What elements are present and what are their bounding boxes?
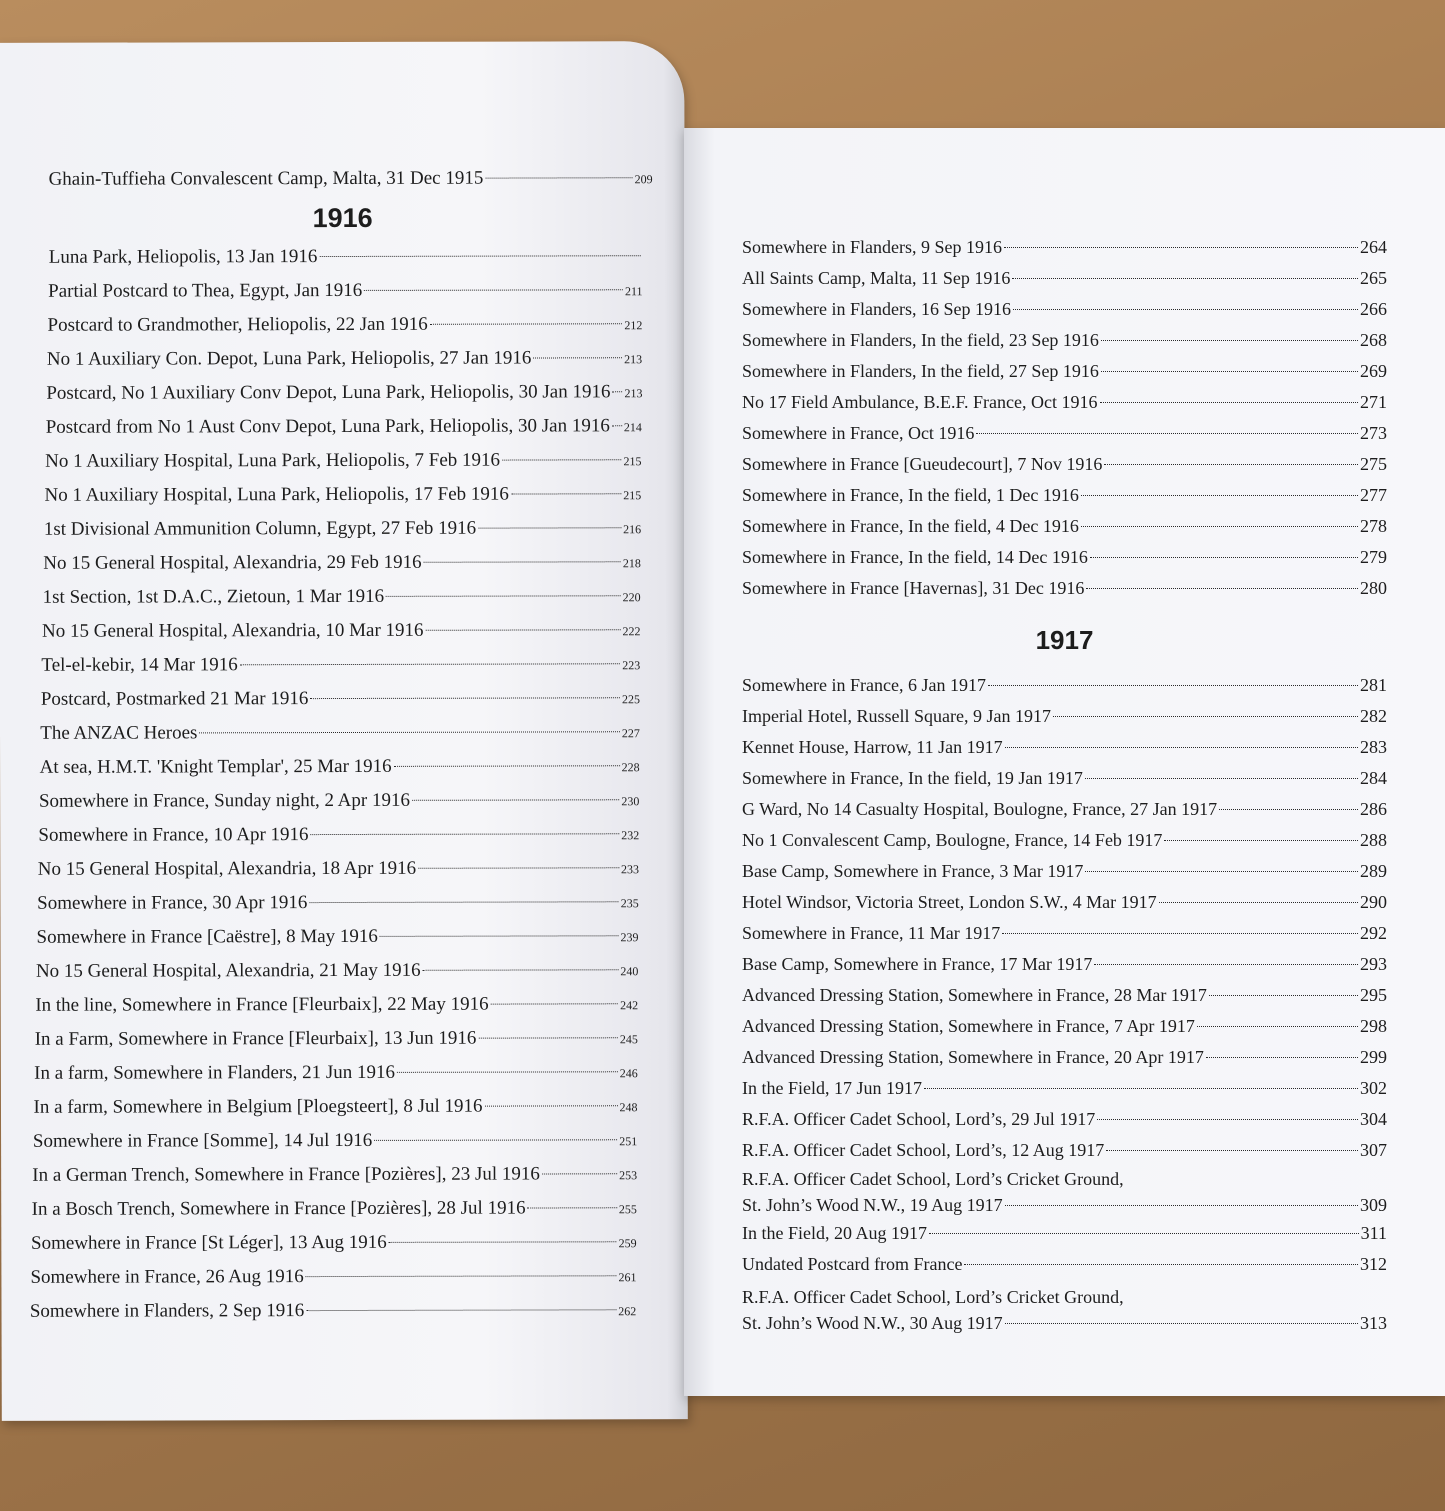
entry-title: Tel-el-kebir, 14 Mar 1916 bbox=[41, 654, 238, 676]
entry-page: 284 bbox=[1360, 768, 1387, 788]
entry-page: 211 bbox=[624, 284, 643, 299]
entry-title: Somewhere in France, In the field, 19 Jan 1917 bbox=[742, 768, 1083, 788]
dot-leader bbox=[1101, 340, 1358, 341]
entry-page: 290 bbox=[1360, 892, 1387, 912]
dot-leader bbox=[386, 595, 621, 597]
entry-title: Postcard, Postmarked 21 Mar 1916 bbox=[40, 688, 309, 710]
toc-entry bbox=[742, 949, 1387, 980]
entry-page: 281 bbox=[1360, 675, 1387, 695]
entry-page: 223 bbox=[622, 658, 641, 673]
toc-entry bbox=[39, 783, 639, 819]
dot-leader bbox=[1209, 995, 1358, 996]
dot-leader bbox=[1005, 1323, 1358, 1324]
entry-page: 212 bbox=[624, 318, 643, 333]
toc-entry bbox=[44, 477, 641, 513]
entry-title: Somewhere in France, 26 Aug 1916 bbox=[30, 1266, 304, 1288]
toc-entry bbox=[46, 409, 642, 445]
entry-title: In the line, Somewhere in France [Fleurbaix], 22 May 1916 bbox=[35, 993, 489, 1016]
entry-title: No 1 Auxiliary Hospital, Luna Park, Heliopolis, 17 Feb 1916 bbox=[44, 483, 509, 506]
entry-title: Somewhere in France [St Léger], 13 Aug 1916 bbox=[31, 1231, 387, 1254]
entry-page: 279 bbox=[1360, 547, 1387, 567]
entry-page: 283 bbox=[1360, 737, 1387, 757]
toc-entry bbox=[47, 307, 642, 343]
entry-page: 215 bbox=[623, 488, 642, 503]
entry-page: 262 bbox=[618, 1304, 637, 1319]
entry-page: 288 bbox=[1360, 830, 1387, 850]
dot-leader bbox=[1085, 871, 1358, 872]
entry-page: 266 bbox=[1360, 299, 1387, 319]
entry-title: Somewhere in France, Sunday night, 2 Apr 1916 bbox=[38, 789, 410, 812]
entry-title: In a Bosch Trench, Somewhere in France [Pozières], 28 Jul 1916 bbox=[31, 1197, 526, 1220]
entry-title: Kennet House, Harrow, 11 Jan 1917 bbox=[742, 737, 1003, 757]
entry-title: Partial Postcard to Thea, Egypt, Jan 1916 bbox=[48, 279, 363, 302]
dot-leader bbox=[929, 1233, 1359, 1234]
dot-leader bbox=[478, 527, 621, 528]
entry-title: Base Camp, Somewhere in France, 17 Mar 1917 bbox=[742, 954, 1093, 974]
entry-title: Somewhere in France [Havernas], 31 Dec 1916 bbox=[742, 578, 1085, 598]
toc-entry bbox=[41, 647, 640, 683]
toc-entry bbox=[742, 449, 1387, 480]
toc-entry bbox=[742, 918, 1387, 949]
entry-page: 265 bbox=[1360, 268, 1387, 288]
entry-title: All Saints Camp, Malta, 11 Sep 1916 bbox=[742, 268, 1011, 288]
entry-page: 312 bbox=[1360, 1254, 1387, 1274]
entry-page: 220 bbox=[622, 590, 641, 605]
entry-title: Somewhere in France, 10 Apr 1916 bbox=[38, 824, 309, 846]
entry-title: 1st Section, 1st D.A.C., Zietoun, 1 Mar 1916 bbox=[42, 585, 385, 608]
dot-leader bbox=[1159, 902, 1358, 903]
toc-entry bbox=[742, 701, 1387, 732]
toc-entry bbox=[35, 1021, 638, 1057]
entry-page: 227 bbox=[621, 726, 640, 741]
right-toc-column bbox=[742, 232, 1387, 1336]
dot-leader bbox=[1101, 371, 1358, 372]
toc-entry bbox=[30, 1293, 636, 1329]
entry-page: 289 bbox=[1360, 861, 1387, 881]
dot-leader bbox=[1097, 1119, 1358, 1120]
dot-leader bbox=[478, 1037, 618, 1038]
entry-title: Base Camp, Somewhere in France, 3 Mar 1917 bbox=[742, 861, 1084, 881]
toc-entry bbox=[49, 239, 643, 275]
dot-leader bbox=[394, 765, 620, 767]
dot-leader bbox=[988, 685, 1358, 686]
dot-leader bbox=[306, 1275, 617, 1277]
dot-leader bbox=[533, 357, 622, 358]
dot-leader bbox=[380, 935, 619, 937]
entry-page: 228 bbox=[621, 760, 640, 775]
toc-entry bbox=[32, 1157, 637, 1193]
toc-entry bbox=[742, 856, 1387, 887]
toc-entry bbox=[742, 325, 1387, 356]
toc-entry bbox=[48, 273, 642, 309]
entry-page: 261 bbox=[618, 1270, 637, 1285]
right-entries-1916 bbox=[742, 232, 1387, 604]
dot-leader bbox=[1012, 278, 1358, 279]
toc-entry bbox=[742, 732, 1387, 763]
toc-entry bbox=[33, 1123, 637, 1159]
entry-page: 304 bbox=[1360, 1109, 1387, 1129]
toc-entry bbox=[40, 715, 640, 751]
entry-page: 282 bbox=[1360, 706, 1387, 726]
entry-title: Postcard from No 1 Aust Conv Depot, Luna Park, Heliopolis, 30 Jan 1916 bbox=[45, 415, 610, 438]
toc-entry bbox=[43, 579, 641, 615]
entry-title: No 15 General Hospital, Alexandria, 18 Apr 1916 bbox=[37, 857, 417, 880]
toc-entry bbox=[742, 294, 1387, 325]
entry-page: 213 bbox=[624, 352, 643, 367]
dot-leader bbox=[485, 1105, 618, 1106]
entry-page: 309 bbox=[1360, 1195, 1387, 1215]
dot-leader bbox=[542, 1173, 617, 1174]
entry-page: 246 bbox=[619, 1066, 638, 1081]
entry-page: 268 bbox=[1360, 330, 1387, 350]
entry-title: Somewhere in Flanders, 16 Sep 1916 bbox=[742, 299, 1011, 319]
entry-title: Advanced Dressing Station, Somewhere in France, 20 Apr 1917 bbox=[742, 1047, 1204, 1067]
entry-page: 214 bbox=[623, 420, 642, 435]
toc-entry bbox=[742, 542, 1387, 573]
toc-entry bbox=[38, 851, 639, 887]
entry-page: 302 bbox=[1360, 1078, 1387, 1098]
dot-leader bbox=[1219, 809, 1358, 810]
toc-entry bbox=[742, 1104, 1387, 1135]
left-toc-column bbox=[29, 161, 656, 1329]
entry-page: 259 bbox=[618, 1236, 637, 1251]
entry-page: 251 bbox=[619, 1134, 638, 1149]
entry-title: Somewhere in France, 6 Jan 1917 bbox=[742, 675, 986, 695]
right-entries-1917-b bbox=[742, 1218, 1387, 1280]
entry-title: Somewhere in Flanders, In the field, 23 Sep 1916 bbox=[742, 330, 1099, 350]
entry-title: In a German Trench, Somewhere in France [Pozières], 23 Jul 1916 bbox=[32, 1163, 540, 1186]
entry-page: 225 bbox=[622, 692, 641, 707]
dot-leader bbox=[1104, 464, 1358, 465]
entry-page: 311 bbox=[1360, 1223, 1387, 1243]
entry-page: 245 bbox=[619, 1032, 638, 1047]
toc-entry bbox=[49, 161, 653, 197]
dot-leader bbox=[310, 697, 620, 699]
entry-title: No 15 General Hospital, Alexandria, 21 May 1916 bbox=[35, 959, 421, 982]
dot-leader bbox=[485, 177, 632, 178]
dot-leader bbox=[309, 901, 618, 903]
entry-title: Postcard, No 1 Auxiliary Conv Depot, Luna Park, Heliopolis, 30 Jan 1916 bbox=[46, 381, 611, 404]
toc-entry bbox=[742, 480, 1387, 511]
toc-entry bbox=[742, 356, 1387, 387]
toc-entry bbox=[742, 387, 1387, 418]
toc-entry bbox=[742, 763, 1387, 794]
toc-entry bbox=[742, 1073, 1387, 1104]
entry-title: The ANZAC Heroes bbox=[40, 722, 198, 744]
entry-title-line2: St. John’s Wood N.W., 30 Aug 1917 bbox=[742, 1313, 1003, 1333]
dot-leader bbox=[1005, 1205, 1358, 1206]
entry-page: 286 bbox=[1360, 799, 1387, 819]
entry-title: At sea, H.M.T. 'Knight Templar', 25 Mar 1916 bbox=[39, 755, 392, 778]
dot-leader bbox=[364, 289, 623, 291]
toc-entry bbox=[36, 953, 638, 989]
entry-page: 233 bbox=[620, 862, 639, 877]
dot-leader bbox=[1106, 1150, 1358, 1151]
entry-title: Advanced Dressing Station, Somewhere in France, 7 Apr 1917 bbox=[742, 1016, 1195, 1036]
dot-leader bbox=[1100, 402, 1358, 403]
entry-page: 269 bbox=[1360, 361, 1387, 381]
entry-title: Somewhere in France, In the field, 14 Dec 1916 bbox=[742, 547, 1088, 567]
toc-entry bbox=[35, 987, 638, 1023]
dot-leader bbox=[319, 255, 640, 257]
entry-title: No 17 Field Ambulance, B.E.F. France, Oct 1916 bbox=[742, 392, 1098, 412]
entry-page: 293 bbox=[1360, 954, 1387, 974]
entry-page: 264 bbox=[1360, 237, 1387, 257]
entry-title: Somewhere in France, 11 Mar 1917 bbox=[742, 923, 1001, 943]
entry-page: 232 bbox=[621, 828, 640, 843]
year-heading-1917: 1917 bbox=[1035, 625, 1094, 655]
entry-title-line1: R.F.A. Officer Cadet School, Lord’s Cricket Ground, bbox=[742, 1169, 1124, 1189]
dot-leader bbox=[389, 1241, 617, 1243]
toc-entry bbox=[742, 670, 1387, 701]
entry-page: 313 bbox=[1360, 1313, 1387, 1333]
dot-leader bbox=[491, 1003, 619, 1004]
entry-title-line2: St. John’s Wood N.W., 19 Aug 1917 bbox=[742, 1195, 1003, 1215]
toc-entry bbox=[41, 681, 640, 717]
dot-leader bbox=[1197, 1026, 1358, 1027]
toc-entry bbox=[742, 418, 1387, 449]
entry-page: 278 bbox=[1360, 516, 1387, 536]
entry-title: Imperial Hotel, Russell Square, 9 Jan 1917 bbox=[742, 706, 1051, 726]
toc-entry-multiline bbox=[742, 1166, 1387, 1218]
dot-leader bbox=[511, 493, 621, 494]
entry-page: 222 bbox=[622, 624, 641, 639]
dot-leader bbox=[964, 1264, 1358, 1265]
dot-leader bbox=[924, 1088, 1358, 1089]
entry-page: 280 bbox=[1360, 578, 1387, 598]
entry-page: 277 bbox=[1360, 485, 1387, 505]
dot-leader bbox=[1004, 247, 1358, 248]
entry-page: 295 bbox=[1360, 985, 1387, 1005]
entry-title: Luna Park, Heliopolis, 13 Jan 1916 bbox=[48, 246, 318, 268]
entry-title: In a Farm, Somewhere in France [Fleurbaix], 13 Jun 1916 bbox=[34, 1027, 477, 1050]
dot-leader bbox=[1085, 778, 1358, 779]
entry-title: R.F.A. Officer Cadet School, Lord’s, 12 Aug 1917 bbox=[742, 1140, 1105, 1160]
entry-title: Somewhere in France, In the field, 1 Dec 1916 bbox=[742, 485, 1079, 505]
year-heading-1916: 1916 bbox=[312, 202, 373, 234]
toc-entry bbox=[42, 613, 640, 649]
entry-page: 307 bbox=[1360, 1140, 1387, 1160]
entry-title-line1: R.F.A. Officer Cadet School, Lord’s Cricket Ground, bbox=[742, 1287, 1124, 1307]
toc-entry bbox=[40, 749, 640, 785]
toc-entry bbox=[742, 1218, 1387, 1249]
dot-leader bbox=[1206, 1057, 1358, 1058]
dot-leader bbox=[1090, 557, 1358, 558]
entry-page: 299 bbox=[1360, 1047, 1387, 1067]
entry-title: Advanced Dressing Station, Somewhere in France, 28 Mar 1917 bbox=[742, 985, 1207, 1005]
toc-entry bbox=[742, 825, 1387, 856]
entry-title: Hotel Windsor, Victoria Street, London S.W., 4 Mar 1917 bbox=[742, 892, 1157, 912]
dot-leader bbox=[528, 1207, 617, 1208]
entry-title: Postcard to Grandmother, Heliopolis, 22 Jan 1916 bbox=[47, 313, 428, 336]
entry-page: 271 bbox=[1360, 392, 1387, 412]
dot-leader bbox=[412, 799, 619, 801]
dot-leader bbox=[306, 1309, 616, 1311]
toc-entry bbox=[33, 1089, 637, 1125]
entry-page: 275 bbox=[1360, 454, 1387, 474]
entry-title: Somewhere in Flanders, In the field, 27 Sep 1916 bbox=[742, 361, 1099, 381]
dot-leader bbox=[612, 425, 622, 426]
entry-title: R.F.A. Officer Cadet School, Lord’s, 29 Jul 1917 bbox=[742, 1109, 1096, 1129]
entry-title: Somewhere in Flanders, 2 Sep 1916 bbox=[29, 1300, 305, 1322]
toc-entry bbox=[742, 263, 1387, 294]
toc-entry bbox=[31, 1225, 637, 1261]
dot-leader bbox=[397, 1071, 618, 1073]
entry-title: In the Field, 17 Jun 1917 bbox=[742, 1078, 922, 1098]
entry-title: Somewhere in France, Oct 1916 bbox=[742, 423, 975, 443]
toc-entry bbox=[43, 545, 641, 581]
entry-page: 215 bbox=[623, 454, 642, 469]
entry-title: In the Field, 20 Aug 1917 bbox=[742, 1223, 927, 1243]
toc-entry bbox=[36, 919, 638, 955]
toc-entry bbox=[742, 1042, 1387, 1073]
dot-leader bbox=[1164, 840, 1358, 841]
entry-title: 1st Divisional Ammunition Column, Egypt, 27 Feb 1916 bbox=[43, 517, 477, 540]
entry-page: 292 bbox=[1360, 923, 1387, 943]
toc-entry bbox=[742, 794, 1387, 825]
toc-entry bbox=[37, 885, 639, 921]
dot-leader bbox=[424, 561, 621, 563]
toc-entry bbox=[742, 1135, 1387, 1166]
entry-page: 235 bbox=[620, 896, 639, 911]
entry-page: 239 bbox=[620, 930, 639, 945]
left-entries-list bbox=[29, 239, 656, 1329]
dot-leader bbox=[1013, 309, 1358, 310]
toc-entry bbox=[742, 980, 1387, 1011]
toc-entry bbox=[742, 1011, 1387, 1042]
left-page bbox=[0, 41, 688, 1421]
toc-entry bbox=[34, 1055, 638, 1091]
entry-title: Undated Postcard from France bbox=[742, 1254, 963, 1274]
entry-title: Ghain-Tuffieha Convalescent Camp, Malta, 31 Dec 1915 bbox=[48, 167, 484, 190]
toc-entry bbox=[38, 817, 639, 853]
toc-entry bbox=[47, 341, 642, 377]
toc-entry bbox=[32, 1191, 637, 1227]
dot-leader bbox=[1002, 933, 1358, 934]
entry-title: No 15 General Hospital, Alexandria, 10 Mar 1916 bbox=[42, 619, 424, 642]
dot-leader bbox=[240, 663, 621, 665]
dot-leader bbox=[1081, 495, 1358, 496]
entry-page: 209 bbox=[634, 172, 653, 187]
dot-leader bbox=[612, 391, 622, 392]
entry-title: Somewhere in Flanders, 9 Sep 1916 bbox=[742, 237, 1002, 257]
toc-entry bbox=[44, 511, 641, 547]
entry-page: 273 bbox=[1360, 423, 1387, 443]
entry-title: In a farm, Somewhere in Flanders, 21 Jun 1916 bbox=[34, 1061, 396, 1084]
toc-entry bbox=[742, 1249, 1387, 1280]
dot-leader bbox=[423, 969, 619, 971]
toc-entry-multiline bbox=[742, 1284, 1387, 1336]
dot-leader bbox=[1094, 964, 1358, 965]
entry-title: Somewhere in France [Caëstre], 8 May 1916 bbox=[36, 925, 378, 948]
dot-leader bbox=[418, 867, 619, 869]
dot-leader bbox=[1005, 747, 1358, 748]
dot-leader bbox=[976, 433, 1358, 434]
entry-title: No 1 Auxiliary Con. Depot, Luna Park, Heliopolis, 27 Jan 1916 bbox=[46, 347, 532, 370]
entry-title: No 15 General Hospital, Alexandria, 29 Feb 1916 bbox=[43, 551, 422, 574]
dot-leader bbox=[426, 629, 621, 631]
entry-page: 242 bbox=[620, 998, 639, 1013]
toc-entry bbox=[742, 232, 1387, 263]
entry-title: Somewhere in France, 30 Apr 1916 bbox=[37, 892, 308, 914]
dot-leader bbox=[1086, 588, 1358, 589]
entry-title: In a farm, Somewhere in Belgium [Ploegsteert], 8 Jul 1916 bbox=[33, 1095, 483, 1118]
toc-entry bbox=[45, 443, 641, 479]
toc-entry bbox=[742, 573, 1387, 604]
dot-leader bbox=[199, 731, 619, 733]
dot-leader bbox=[430, 323, 623, 325]
entry-page: 230 bbox=[621, 794, 640, 809]
toc-entry bbox=[742, 511, 1387, 542]
right-entries-1917 bbox=[742, 670, 1387, 1166]
toc-entry bbox=[46, 375, 642, 411]
entry-page: 240 bbox=[620, 964, 639, 979]
entry-page: 218 bbox=[622, 556, 641, 571]
entry-page: 248 bbox=[619, 1100, 638, 1115]
dot-leader bbox=[311, 833, 620, 835]
entry-page: 253 bbox=[619, 1168, 638, 1183]
right-page bbox=[684, 128, 1445, 1396]
entry-title: No 1 Auxiliary Hospital, Luna Park, Heliopolis, 7 Feb 1916 bbox=[45, 449, 501, 472]
entry-page: 298 bbox=[1360, 1016, 1387, 1036]
toc-entry bbox=[30, 1259, 636, 1295]
entry-page: 255 bbox=[618, 1202, 637, 1217]
toc-entry bbox=[742, 887, 1387, 918]
dot-leader bbox=[374, 1139, 617, 1141]
entry-title: Somewhere in France, In the field, 4 Dec 1916 bbox=[742, 516, 1079, 536]
entry-title: No 1 Convalescent Camp, Boulogne, France, 14 Feb 1917 bbox=[742, 830, 1163, 850]
entry-title: Somewhere in France [Somme], 14 Jul 1916 bbox=[32, 1129, 373, 1152]
dot-leader bbox=[1081, 526, 1358, 527]
entry-page: 216 bbox=[623, 522, 642, 537]
entry-title: Somewhere in France [Gueudecourt], 7 Nov 1916 bbox=[742, 454, 1103, 474]
dot-leader bbox=[1053, 716, 1358, 717]
entry-page: 213 bbox=[624, 386, 643, 401]
entry-title: G Ward, No 14 Casualty Hospital, Boulogne, France, 27 Jan 1917 bbox=[742, 799, 1218, 819]
dot-leader bbox=[502, 459, 622, 460]
